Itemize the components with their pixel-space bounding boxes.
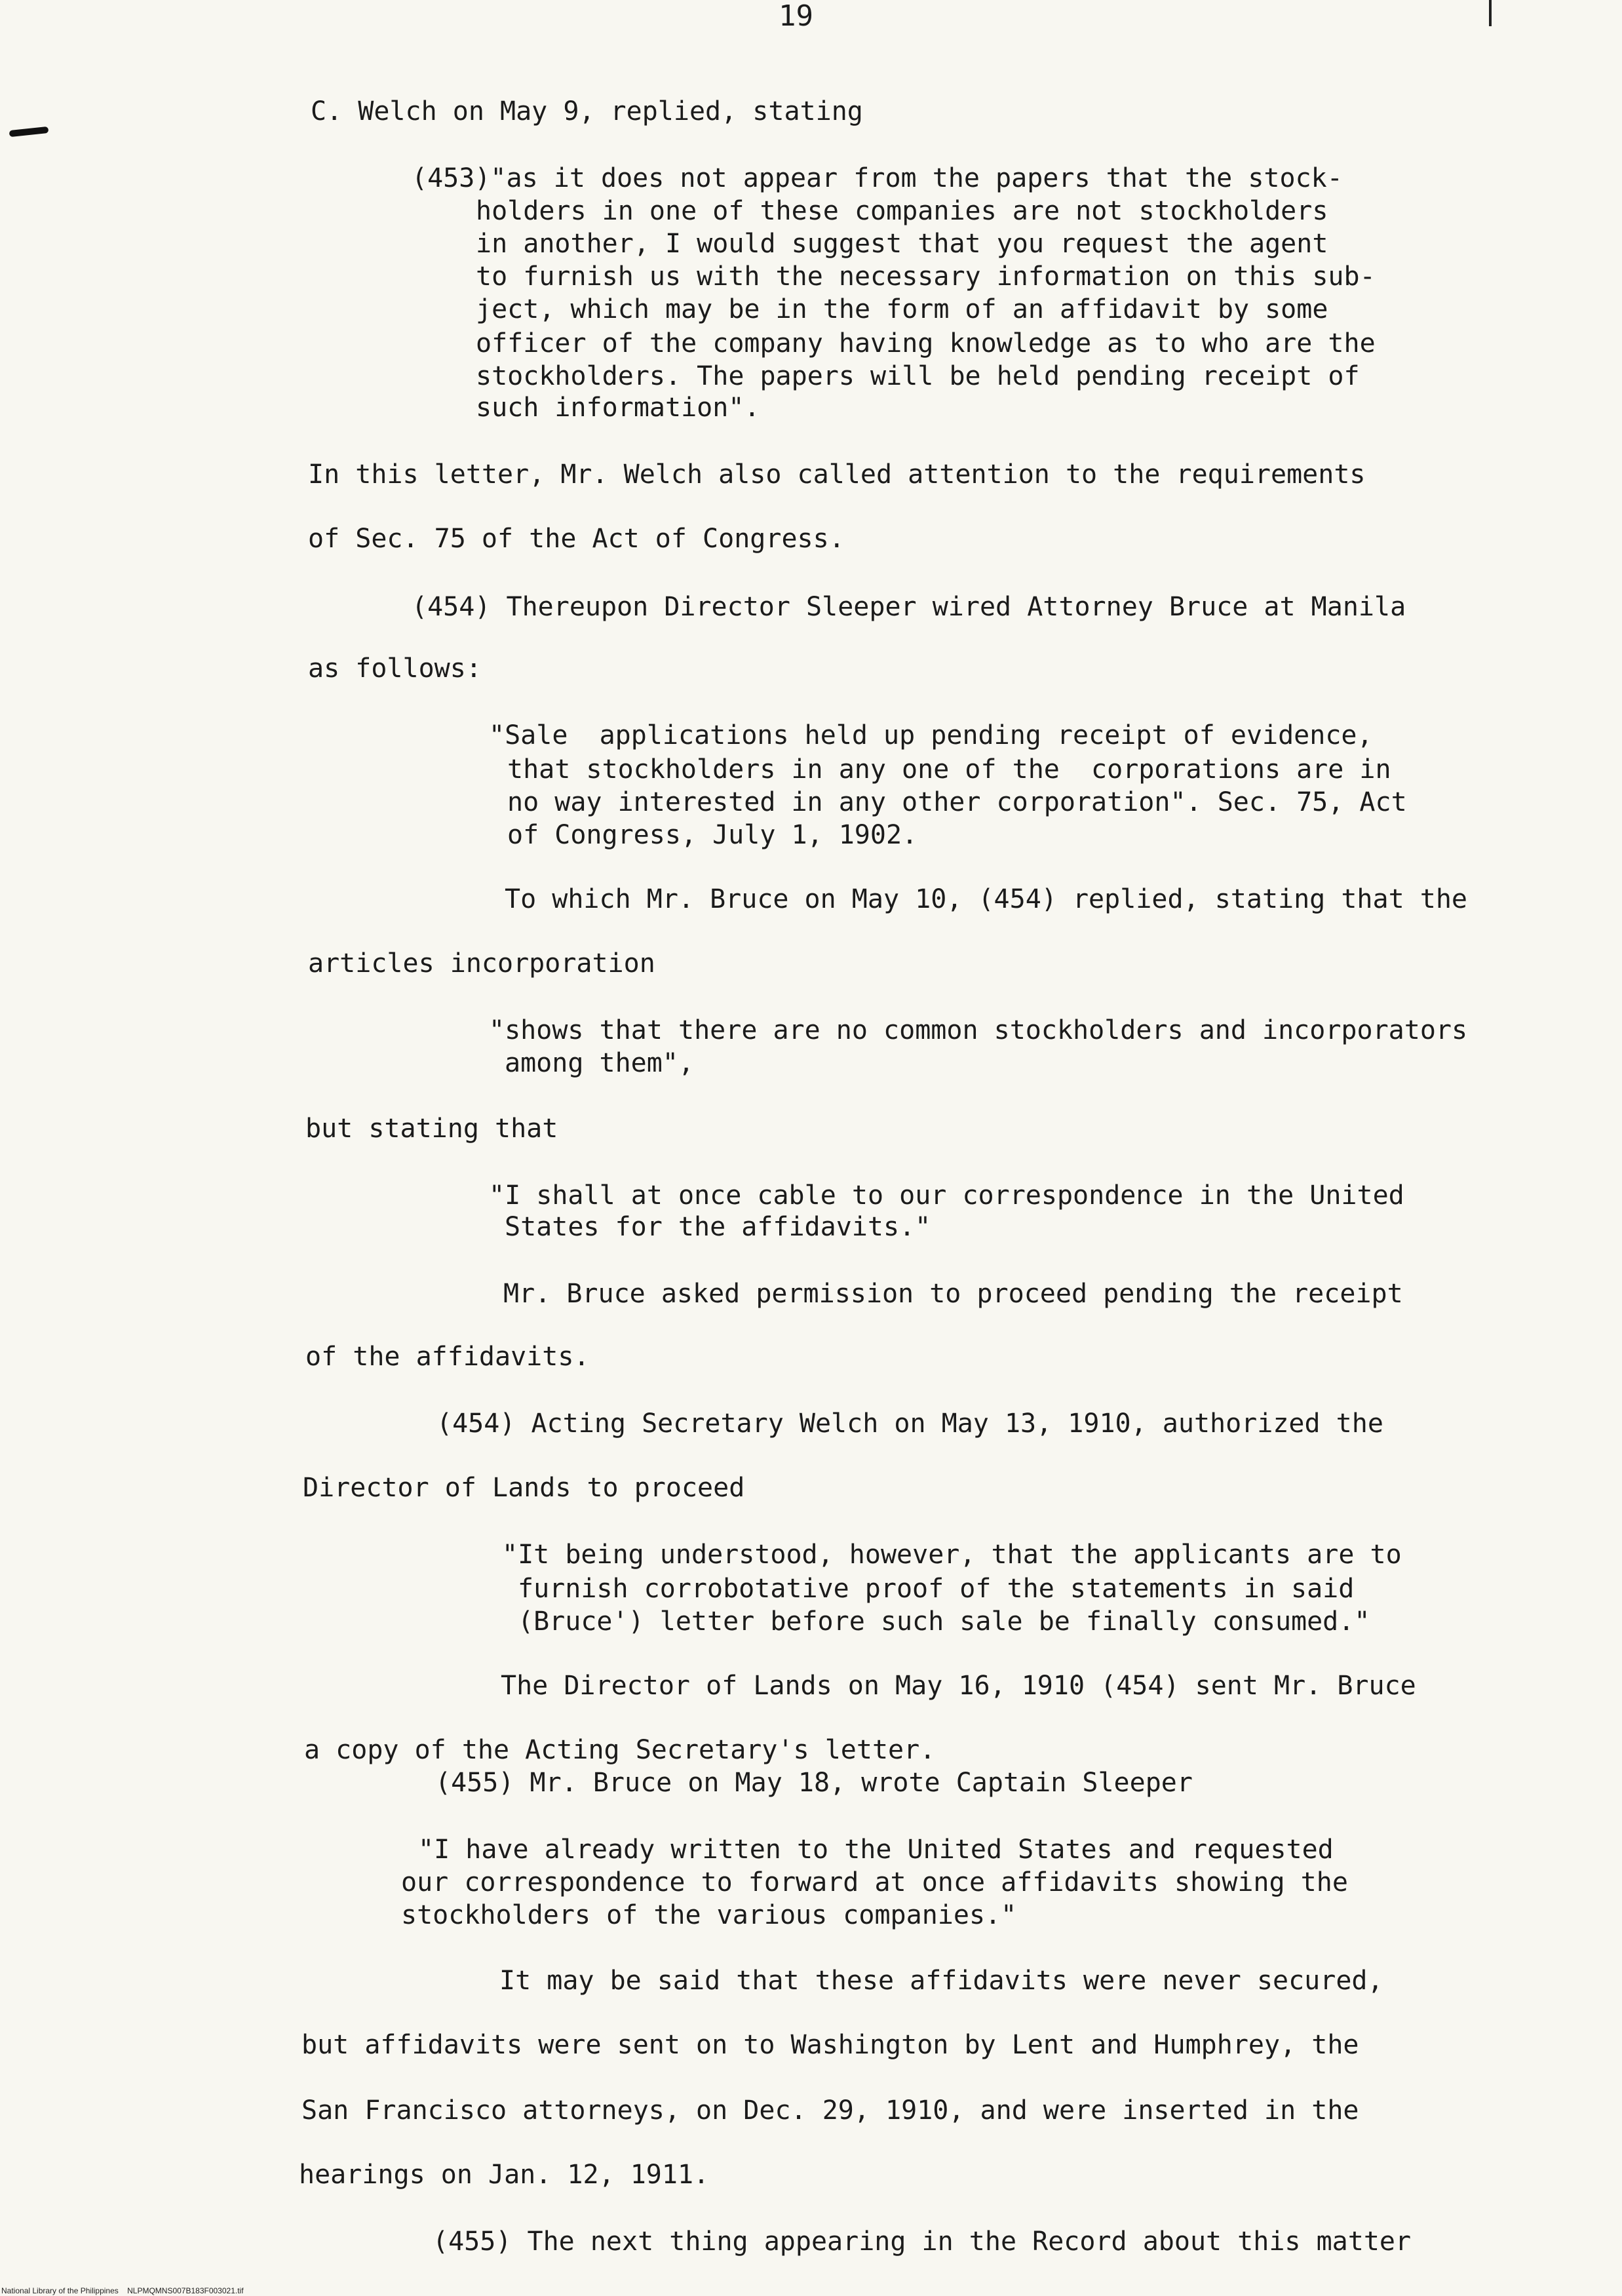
text-line: furnish corrobotative proof of the statements in said <box>518 1574 1355 1604</box>
text-line: among them", <box>505 1048 694 1078</box>
text-line: (455) Mr. Bruce on May 18, wrote Captain Sleeper <box>435 1768 1193 1798</box>
text-line: (455) The next thing appearing in the Record about this matter <box>433 2227 1412 2257</box>
text-line: (454) Thereupon Director Sleeper wired Attorney Bruce at Manila <box>412 592 1406 622</box>
text-line: such information". <box>476 393 760 423</box>
scan-edge-mark <box>1489 0 1492 26</box>
text-line: stockholders of the various companies." <box>401 1900 1017 1930</box>
text-line: in another, I would suggest that you request the agent <box>476 229 1328 259</box>
text-line: "It being understood, however, that the applicants are to <box>502 1540 1402 1570</box>
text-line: To which Mr. Bruce on May 10, (454) replied, stating that the <box>505 884 1468 914</box>
text-line: (Bruce') letter before such sale be finally consumed." <box>518 1606 1370 1637</box>
text-line: The Director of Lands on May 16, 1910 (454) sent Mr. Bruce <box>501 1671 1416 1701</box>
text-line: but affidavits were sent on to Washington by Lent and Humphrey, the <box>301 2030 1359 2060</box>
text-line: San Francisco attorneys, on Dec. 29, 1910, and were inserted in the <box>301 2095 1359 2126</box>
text-line: It may be said that these affidavits were never secured, <box>499 1966 1383 1996</box>
text-line: our correspondence to forward at once affidavits showing the <box>401 1867 1348 1897</box>
text-line: C. Welch on May 9, replied, stating <box>311 96 863 126</box>
text-line: stockholders. The papers will be held pending receipt of <box>476 361 1360 391</box>
page-number: 19 <box>779 0 813 33</box>
text-line: "I have already written to the United States and requested <box>418 1835 1334 1865</box>
text-line: to furnish us with the necessary information on this sub- <box>476 262 1376 292</box>
text-line: as follows: <box>308 653 482 684</box>
text-line: that stockholders in any one of the corporations are in <box>507 754 1391 785</box>
text-line: "shows that there are no common stockholders and incorporators <box>489 1015 1468 1045</box>
scan-artifact-mark <box>9 126 49 137</box>
text-line: "Sale applications held up pending receipt of evidence, <box>489 720 1373 750</box>
text-line: of Sec. 75 of the Act of Congress. <box>308 524 845 554</box>
text-line: Mr. Bruce asked permission to proceed pending the receipt <box>503 1279 1403 1309</box>
text-line: In this letter, Mr. Welch also called attention to the requirements <box>308 459 1366 490</box>
text-line: (454) Acting Secretary Welch on May 13, 1910, authorized the <box>436 1409 1383 1439</box>
text-line: States for the affidavits." <box>505 1212 931 1242</box>
text-line: articles incorporation <box>308 948 655 979</box>
text-line: of Congress, July 1, 1902. <box>507 820 918 850</box>
text-line: no way interested in any other corporation". Sec. 75, Act <box>507 787 1407 817</box>
text-line: Director of Lands to proceed <box>303 1473 745 1503</box>
archive-footer: National Library of the Philippines NLPMQMNS007B183F003021.tif <box>1 2286 244 2295</box>
text-line: hearings on Jan. 12, 1911. <box>299 2160 710 2190</box>
text-line: "I shall at once cable to our correspondence in the United <box>489 1180 1404 1211</box>
text-line: but stating that <box>305 1114 558 1144</box>
text-line: (453)"as it does not appear from the papers that the stock- <box>412 163 1343 193</box>
text-line: a copy of the Acting Secretary's letter. <box>304 1735 936 1765</box>
text-line: officer of the company having knowledge as to who are the <box>476 328 1376 359</box>
text-line: of the affidavits. <box>305 1342 590 1372</box>
text-line: holders in one of these companies are not stockholders <box>476 196 1328 226</box>
text-line: ject, which may be in the form of an affidavit by some <box>476 294 1328 324</box>
